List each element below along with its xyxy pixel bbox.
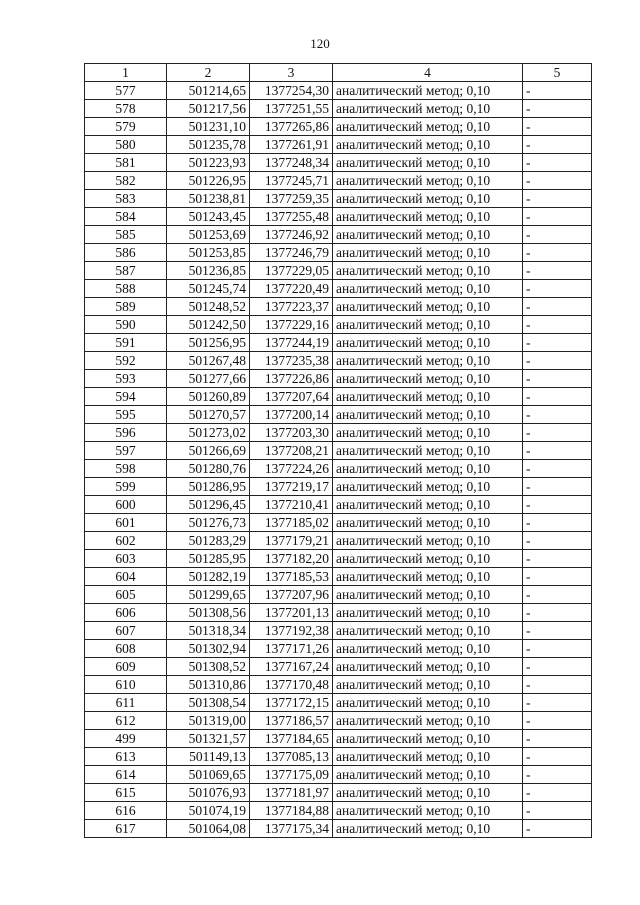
point-number-cell: 597 [85,442,167,460]
method-cell: аналитический метод; 0,10 [333,442,523,460]
method-cell: аналитический метод; 0,10 [333,766,523,784]
y-coordinate-cell: 1377170,48 [250,676,333,694]
table-row [85,82,592,100]
note-cell: - [523,244,592,262]
method-cell: аналитический метод; 0,10 [333,550,523,568]
table-row [85,748,592,766]
table-row [85,154,592,172]
y-coordinate-cell: 1377219,17 [250,478,333,496]
method-cell: аналитический метод; 0,10 [333,100,523,118]
x-coordinate-cell: 501285,95 [167,550,250,568]
method-cell: аналитический метод; 0,10 [333,424,523,442]
note-cell: - [523,352,592,370]
method-cell: аналитический метод; 0,10 [333,748,523,766]
note-cell: - [523,190,592,208]
method-cell: аналитический метод; 0,10 [333,154,523,172]
x-coordinate-cell: 501270,57 [167,406,250,424]
table-row [85,604,592,622]
table-row [85,766,592,784]
x-coordinate-cell: 501296,45 [167,496,250,514]
y-coordinate-cell: 1377182,20 [250,550,333,568]
x-coordinate-cell: 501310,86 [167,676,250,694]
note-cell: - [523,550,592,568]
point-number-cell: 594 [85,388,167,406]
x-coordinate-cell: 501214,65 [167,82,250,100]
y-coordinate-cell: 1377184,88 [250,802,333,820]
table-row [85,784,592,802]
method-cell: аналитический метод; 0,10 [333,82,523,100]
y-coordinate-cell: 1377201,13 [250,604,333,622]
point-number-cell: 607 [85,622,167,640]
table-row [85,136,592,154]
x-coordinate-cell: 501069,65 [167,766,250,784]
x-coordinate-cell: 501149,13 [167,748,250,766]
x-coordinate-cell: 501277,66 [167,370,250,388]
point-number-cell: 614 [85,766,167,784]
table-row [85,226,592,244]
point-number-cell: 600 [85,496,167,514]
note-cell: - [523,298,592,316]
x-coordinate-cell: 501248,52 [167,298,250,316]
table-row [85,496,592,514]
y-coordinate-cell: 1377210,41 [250,496,333,514]
y-coordinate-cell: 1377248,34 [250,154,333,172]
method-cell: аналитический метод; 0,10 [333,496,523,514]
x-coordinate-cell: 501273,02 [167,424,250,442]
table-row [85,586,592,604]
coordinates-table [84,63,592,838]
note-cell: - [523,622,592,640]
x-coordinate-cell: 501318,34 [167,622,250,640]
note-cell: - [523,820,592,838]
method-cell: аналитический метод; 0,10 [333,568,523,586]
x-coordinate-cell: 501243,45 [167,208,250,226]
note-cell: - [523,658,592,676]
table-row [85,550,592,568]
point-number-cell: 578 [85,100,167,118]
x-coordinate-cell: 501266,69 [167,442,250,460]
table-row [85,424,592,442]
table-row [85,442,592,460]
note-cell: - [523,478,592,496]
table-row [85,478,592,496]
y-coordinate-cell: 1377200,14 [250,406,333,424]
method-cell: аналитический метод; 0,10 [333,136,523,154]
method-cell: аналитический метод; 0,10 [333,604,523,622]
point-number-cell: 602 [85,532,167,550]
note-cell: - [523,316,592,334]
y-coordinate-cell: 1377223,37 [250,298,333,316]
point-number-cell: 610 [85,676,167,694]
x-coordinate-cell: 501076,93 [167,784,250,802]
point-number-cell: 616 [85,802,167,820]
method-cell: аналитический метод; 0,10 [333,208,523,226]
table-row [85,334,592,352]
table-row [85,730,592,748]
column-header-5: 5 [523,64,592,82]
table-row [85,298,592,316]
point-number-cell: 598 [85,460,167,478]
method-cell: аналитический метод; 0,10 [333,676,523,694]
y-coordinate-cell: 1377192,38 [250,622,333,640]
point-number-cell: 605 [85,586,167,604]
note-cell: - [523,676,592,694]
method-cell: аналитический метод; 0,10 [333,226,523,244]
y-coordinate-cell: 1377207,64 [250,388,333,406]
table-row [85,388,592,406]
method-cell: аналитический метод; 0,10 [333,244,523,262]
point-number-cell: 599 [85,478,167,496]
note-cell: - [523,514,592,532]
x-coordinate-cell: 501236,85 [167,262,250,280]
note-cell: - [523,766,592,784]
y-coordinate-cell: 1377181,97 [250,784,333,802]
y-coordinate-cell: 1377229,16 [250,316,333,334]
y-coordinate-cell: 1377172,15 [250,694,333,712]
table-row [85,622,592,640]
method-cell: аналитический метод; 0,10 [333,298,523,316]
note-cell: - [523,442,592,460]
point-number-cell: 583 [85,190,167,208]
method-cell: аналитический метод; 0,10 [333,406,523,424]
table-row [85,190,592,208]
y-coordinate-cell: 1377229,05 [250,262,333,280]
note-cell: - [523,730,592,748]
method-cell: аналитический метод; 0,10 [333,190,523,208]
y-coordinate-cell: 1377235,38 [250,352,333,370]
note-cell: - [523,460,592,478]
point-number-cell: 604 [85,568,167,586]
x-coordinate-cell: 501064,08 [167,820,250,838]
point-number-cell: 584 [85,208,167,226]
note-cell: - [523,604,592,622]
note-cell: - [523,118,592,136]
note-cell: - [523,568,592,586]
point-number-cell: 611 [85,694,167,712]
x-coordinate-cell: 501283,29 [167,532,250,550]
x-coordinate-cell: 501231,10 [167,118,250,136]
point-number-cell: 603 [85,550,167,568]
table-row [85,514,592,532]
y-coordinate-cell: 1377207,96 [250,586,333,604]
point-number-cell: 595 [85,406,167,424]
x-coordinate-cell: 501302,94 [167,640,250,658]
method-cell: аналитический метод; 0,10 [333,784,523,802]
column-header-4: 4 [333,64,523,82]
note-cell: - [523,640,592,658]
method-cell: аналитический метод; 0,10 [333,172,523,190]
point-number-cell: 499 [85,730,167,748]
table-row [85,280,592,298]
note-cell: - [523,802,592,820]
x-coordinate-cell: 501217,56 [167,100,250,118]
x-coordinate-cell: 501253,85 [167,244,250,262]
y-coordinate-cell: 1377224,26 [250,460,333,478]
y-coordinate-cell: 1377261,91 [250,136,333,154]
x-coordinate-cell: 501299,65 [167,586,250,604]
x-coordinate-cell: 501276,73 [167,514,250,532]
point-number-cell: 589 [85,298,167,316]
table-row [85,802,592,820]
y-coordinate-cell: 1377175,34 [250,820,333,838]
x-coordinate-cell: 501226,95 [167,172,250,190]
point-number-cell: 617 [85,820,167,838]
x-coordinate-cell: 501282,19 [167,568,250,586]
y-coordinate-cell: 1377085,13 [250,748,333,766]
method-cell: аналитический метод; 0,10 [333,640,523,658]
y-coordinate-cell: 1377186,57 [250,712,333,730]
y-coordinate-cell: 1377220,49 [250,280,333,298]
y-coordinate-cell: 1377251,55 [250,100,333,118]
point-number-cell: 601 [85,514,167,532]
x-coordinate-cell: 501308,56 [167,604,250,622]
method-cell: аналитический метод; 0,10 [333,514,523,532]
table-body [85,82,592,838]
point-number-cell: 612 [85,712,167,730]
point-number-cell: 579 [85,118,167,136]
table-row [85,244,592,262]
method-cell: аналитический метод; 0,10 [333,280,523,298]
point-number-cell: 585 [85,226,167,244]
note-cell: - [523,694,592,712]
method-cell: аналитический метод; 0,10 [333,460,523,478]
point-number-cell: 593 [85,370,167,388]
method-cell: аналитический метод; 0,10 [333,622,523,640]
y-coordinate-cell: 1377167,24 [250,658,333,676]
method-cell: аналитический метод; 0,10 [333,532,523,550]
note-cell: - [523,100,592,118]
y-coordinate-cell: 1377208,21 [250,442,333,460]
x-coordinate-cell: 501256,95 [167,334,250,352]
note-cell: - [523,712,592,730]
x-coordinate-cell: 501074,19 [167,802,250,820]
note-cell: - [523,154,592,172]
table-header-row [85,64,592,82]
method-cell: аналитический метод; 0,10 [333,820,523,838]
method-cell: аналитический метод; 0,10 [333,388,523,406]
point-number-cell: 581 [85,154,167,172]
table-row [85,568,592,586]
table-row [85,100,592,118]
x-coordinate-cell: 501319,00 [167,712,250,730]
note-cell: - [523,280,592,298]
point-number-cell: 613 [85,748,167,766]
method-cell: аналитический метод; 0,10 [333,478,523,496]
method-cell: аналитический метод; 0,10 [333,694,523,712]
column-header-1: 1 [85,64,167,82]
y-coordinate-cell: 1377245,71 [250,172,333,190]
point-number-cell: 609 [85,658,167,676]
y-coordinate-cell: 1377171,26 [250,640,333,658]
point-number-cell: 592 [85,352,167,370]
point-number-cell: 586 [85,244,167,262]
x-coordinate-cell: 501242,50 [167,316,250,334]
x-coordinate-cell: 501253,69 [167,226,250,244]
note-cell: - [523,334,592,352]
method-cell: аналитический метод; 0,10 [333,334,523,352]
y-coordinate-cell: 1377203,30 [250,424,333,442]
y-coordinate-cell: 1377244,19 [250,334,333,352]
y-coordinate-cell: 1377254,30 [250,82,333,100]
table-row [85,532,592,550]
table-row [85,460,592,478]
table-row [85,406,592,424]
note-cell: - [523,388,592,406]
y-coordinate-cell: 1377226,86 [250,370,333,388]
point-number-cell: 580 [85,136,167,154]
x-coordinate-cell: 501235,78 [167,136,250,154]
note-cell: - [523,424,592,442]
y-coordinate-cell: 1377265,86 [250,118,333,136]
x-coordinate-cell: 501238,81 [167,190,250,208]
point-number-cell: 591 [85,334,167,352]
point-number-cell: 615 [85,784,167,802]
note-cell: - [523,586,592,604]
x-coordinate-cell: 501267,48 [167,352,250,370]
table-row [85,352,592,370]
y-coordinate-cell: 1377259,35 [250,190,333,208]
y-coordinate-cell: 1377246,92 [250,226,333,244]
method-cell: аналитический метод; 0,10 [333,712,523,730]
table-row [85,118,592,136]
point-number-cell: 587 [85,262,167,280]
table-row [85,694,592,712]
table-row [85,172,592,190]
table-row [85,712,592,730]
point-number-cell: 590 [85,316,167,334]
table-row [85,370,592,388]
note-cell: - [523,208,592,226]
point-number-cell: 606 [85,604,167,622]
x-coordinate-cell: 501223,93 [167,154,250,172]
note-cell: - [523,496,592,514]
table-row [85,208,592,226]
method-cell: аналитический метод; 0,10 [333,118,523,136]
column-header-2: 2 [167,64,250,82]
x-coordinate-cell: 501308,54 [167,694,250,712]
y-coordinate-cell: 1377185,53 [250,568,333,586]
point-number-cell: 588 [85,280,167,298]
column-header-3: 3 [250,64,333,82]
table-row [85,316,592,334]
x-coordinate-cell: 501321,57 [167,730,250,748]
page-number: 120 [310,36,330,51]
x-coordinate-cell: 501260,89 [167,388,250,406]
x-coordinate-cell: 501308,52 [167,658,250,676]
table-row [85,262,592,280]
y-coordinate-cell: 1377175,09 [250,766,333,784]
note-cell: - [523,136,592,154]
note-cell: - [523,262,592,280]
x-coordinate-cell: 501245,74 [167,280,250,298]
method-cell: аналитический метод; 0,10 [333,586,523,604]
method-cell: аналитический метод; 0,10 [333,658,523,676]
method-cell: аналитический метод; 0,10 [333,802,523,820]
y-coordinate-cell: 1377179,21 [250,532,333,550]
x-coordinate-cell: 501280,76 [167,460,250,478]
x-coordinate-cell: 501286,95 [167,478,250,496]
point-number-cell: 608 [85,640,167,658]
y-coordinate-cell: 1377185,02 [250,514,333,532]
table-row [85,820,592,838]
method-cell: аналитический метод; 0,10 [333,316,523,334]
method-cell: аналитический метод; 0,10 [333,352,523,370]
table-row [85,676,592,694]
note-cell: - [523,82,592,100]
note-cell: - [523,748,592,766]
note-cell: - [523,370,592,388]
method-cell: аналитический метод; 0,10 [333,370,523,388]
point-number-cell: 577 [85,82,167,100]
y-coordinate-cell: 1377246,79 [250,244,333,262]
note-cell: - [523,532,592,550]
note-cell: - [523,172,592,190]
note-cell: - [523,226,592,244]
y-coordinate-cell: 1377255,48 [250,208,333,226]
note-cell: - [523,784,592,802]
point-number-cell: 596 [85,424,167,442]
method-cell: аналитический метод; 0,10 [333,730,523,748]
table-row [85,640,592,658]
note-cell: - [523,406,592,424]
method-cell: аналитический метод; 0,10 [333,262,523,280]
y-coordinate-cell: 1377184,65 [250,730,333,748]
point-number-cell: 582 [85,172,167,190]
table-row [85,658,592,676]
